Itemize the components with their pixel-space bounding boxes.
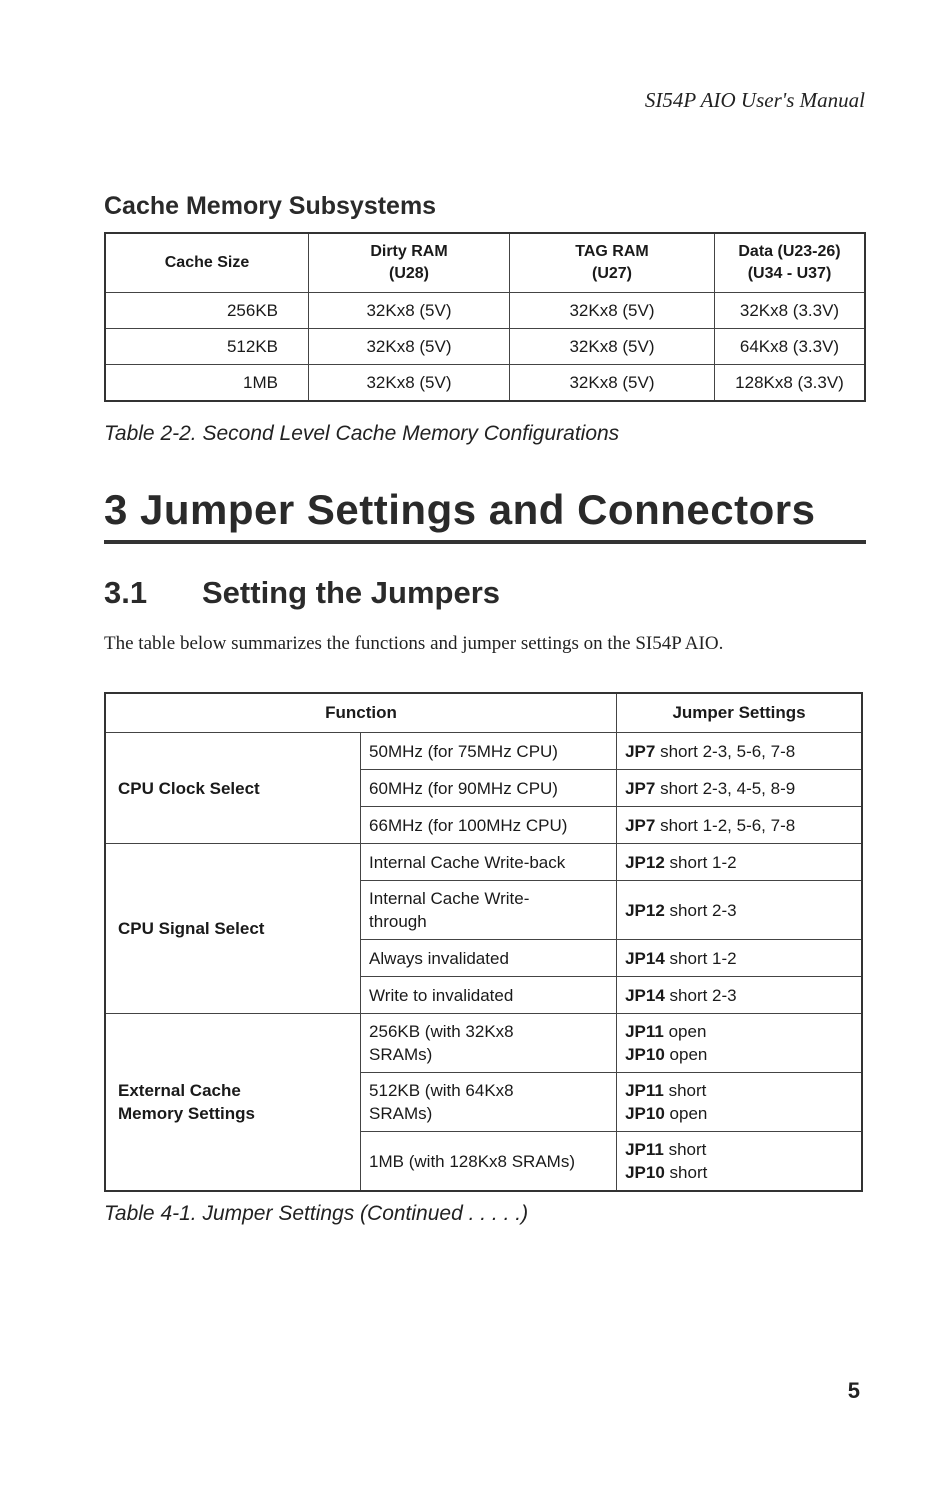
- cache-table-caption: Table 2-2. Second Level Cache Memory Configurations: [104, 422, 620, 445]
- group-external-cache-memory: External Cache Memory Settings: [105, 1014, 361, 1192]
- cell-option: 1MB (with 128Kx8 SRAMs): [361, 1132, 617, 1192]
- cell-cache-size: 1MB: [105, 365, 309, 402]
- table-row: [105, 1014, 862, 1073]
- col-jumper-settings: Jumper Settings: [617, 693, 862, 733]
- cell-option: Always invalidated: [361, 940, 617, 977]
- cell-setting: JP12 short 1-2: [617, 844, 862, 881]
- section-number: 3.1: [104, 575, 148, 610]
- intro-paragraph: The table below summarizes the functions and jumper settings on the SI54P AIO.: [104, 633, 724, 654]
- cell-setting: JP11 short JP10 short: [617, 1132, 862, 1192]
- table-row: [105, 844, 862, 881]
- cell-dirty-ram: 32Kx8 (5V): [309, 293, 510, 329]
- cell-tag-ram: 32Kx8 (5V): [510, 293, 715, 329]
- cache-memory-table: [104, 232, 866, 402]
- cell-setting: JP14 short 2-3: [617, 977, 862, 1014]
- table-row: [105, 329, 865, 365]
- cell-option: 512KB (with 64Kx8 SRAMs): [361, 1073, 617, 1132]
- cell-setting: JP7 short 2-3, 5-6, 7-8: [617, 733, 862, 770]
- group-cpu-clock-select: CPU Clock Select: [105, 733, 361, 844]
- cell-setting: JP7 short 1-2, 5-6, 7-8: [617, 807, 862, 844]
- cell-setting: JP12 short 2-3: [617, 881, 862, 940]
- cache-section-title: Cache Memory Subsystems: [104, 192, 437, 220]
- jumper-settings-table: [104, 692, 863, 1192]
- col-cache-size: Cache Size: [105, 233, 309, 293]
- cell-setting: JP11 short JP10 open: [617, 1073, 862, 1132]
- table-row: [105, 733, 862, 770]
- table-row: [105, 293, 865, 329]
- col-function: Function: [105, 693, 617, 733]
- cell-option: Internal Cache Write-back: [361, 844, 617, 881]
- jumper-table-header-row: [105, 693, 862, 733]
- col-dirty-ram: Dirty RAM (U28): [309, 233, 510, 293]
- cell-option: 256KB (with 32Kx8 SRAMs): [361, 1014, 617, 1073]
- cache-table-header-row: [105, 233, 865, 293]
- cell-setting: JP11 open JP10 open: [617, 1014, 862, 1073]
- cell-tag-ram: 32Kx8 (5V): [510, 329, 715, 365]
- cell-cache-size: 512KB: [105, 329, 309, 365]
- cell-option: Internal Cache Write- through: [361, 881, 617, 940]
- cell-option: 60MHz (for 90MHz CPU): [361, 770, 617, 807]
- running-header: SI54P AIO User's Manual: [644, 88, 865, 112]
- jumper-table-caption: Table 4-1. Jumper Settings (Continued . . . . .): [104, 1202, 529, 1225]
- cell-setting: JP7 short 2-3, 4-5, 8-9: [617, 770, 862, 807]
- cell-dirty-ram: 32Kx8 (5V): [309, 329, 510, 365]
- chapter-title: 3 Jumper Settings and Connectors: [104, 486, 816, 533]
- cell-setting: JP14 short 1-2: [617, 940, 862, 977]
- cell-data: 64Kx8 (3.3V): [715, 329, 866, 365]
- section-title: Setting the Jumpers: [202, 575, 500, 610]
- group-cpu-signal-select: CPU Signal Select: [105, 844, 361, 1014]
- page-number: 5: [847, 1378, 860, 1403]
- cell-tag-ram: 32Kx8 (5V): [510, 365, 715, 402]
- cell-option: Write to invalidated: [361, 977, 617, 1014]
- col-data: Data (U23-26) (U34 - U37): [715, 233, 866, 293]
- col-tag-ram: TAG RAM (U27): [510, 233, 715, 293]
- section-heading: [104, 575, 500, 611]
- cell-cache-size: 256KB: [105, 293, 309, 329]
- cell-dirty-ram: 32Kx8 (5V): [309, 365, 510, 402]
- cell-data: 128Kx8 (3.3V): [715, 365, 866, 402]
- cell-option: 66MHz (for 100MHz CPU): [361, 807, 617, 844]
- table-row: [105, 365, 865, 402]
- cell-option: 50MHz (for 75MHz CPU): [361, 733, 617, 770]
- cell-data: 32Kx8 (3.3V): [715, 293, 866, 329]
- chapter-rule: [104, 540, 866, 544]
